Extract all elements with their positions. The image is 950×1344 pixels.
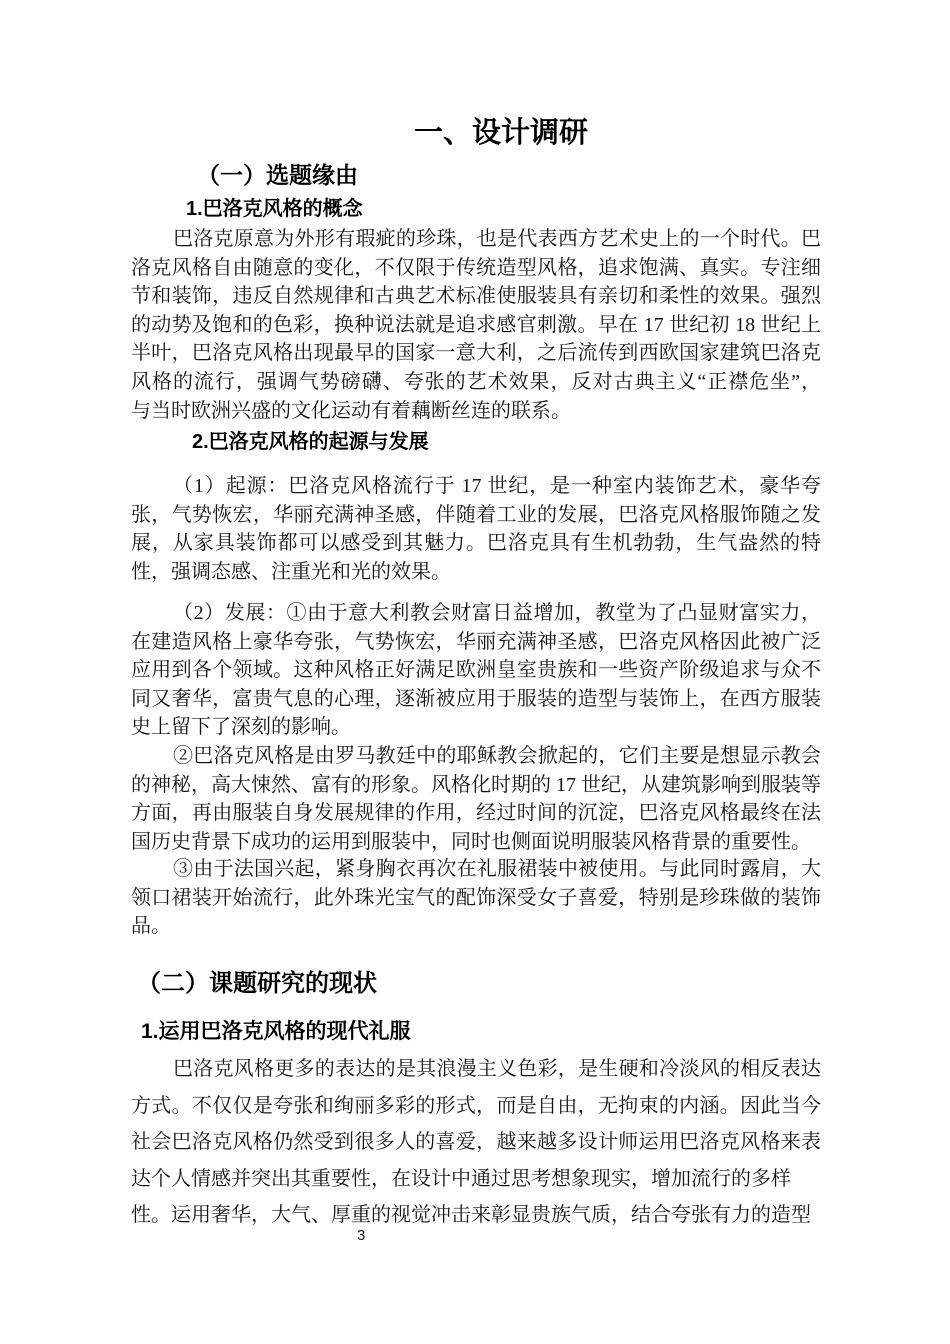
text-line: 半叶，巴洛克风格出现最早的国家一意大利，之后流传到西欧国家建筑巴洛克 (131, 342, 821, 365)
text-line: ②巴洛克风格是由罗马教廷中的耶稣教会掀起的，它们主要是想显示教会 (173, 745, 821, 767)
main-title: 一、设计调研 (413, 117, 588, 149)
text-line: 性。运用奢华，大气、厚重的视觉冲击来彰显贵族气质，结合夸张有力的造型 (131, 1204, 811, 1227)
text-line: 张，气势恢宏，华丽充满神圣感，伴随着工业的发展，巴洛克风格服饰随之发 (131, 503, 821, 526)
section1-heading: （一）选题缘由 (197, 162, 358, 188)
text-line: 领口裙装开始流行，此外珠光宝气的配饰深受女子喜爱，特别是珍珠做的装饰 (131, 886, 821, 909)
text-line: 达个人情感并突出其重要性，在设计中通过思考想象现实，增加流行的多样 (131, 1167, 791, 1190)
text-line: 洛克风格自由随意的变化，不仅限于传统造型风格，追求饱满、真实。专注细 (131, 256, 821, 279)
text-line: ③由于法国兴起，紧身胸衣再次在礼服裙装中被使用。与此同时露肩，大 (173, 858, 821, 880)
text-line: 方面，再由服装自身发展规律的作用，经过时间的沉淀，巴洛克风格最终在法 (131, 802, 821, 825)
section2-sub1-heading: 1.运用巴洛克风格的现代礼服 (141, 1020, 411, 1043)
text-line: 方式。不仅仅是夸张和绚丽多彩的形式，而是自由，无拘束的内涵。因此当今 (131, 1094, 821, 1117)
section1-sub2-heading: 2.巴洛克风格的起源与发展 (192, 431, 429, 453)
development3-paragraph (131, 855, 821, 941)
section1-sub1-heading: 1.巴洛克风格的概念 (186, 198, 363, 220)
modern-dress-paragraph (131, 1051, 821, 1234)
origin-paragraph (131, 472, 821, 586)
concept-paragraph (131, 225, 821, 425)
development-paragraph (131, 599, 821, 742)
text-line: 展，从家具装饰都可以感受到其魅力。巴洛克具有生机勃勃，生气盎然的特 (131, 532, 821, 555)
text-line: 同又奢华，富贵气息的心理，逐渐被应用于服装的造型与装饰上，在西方服装 (131, 687, 821, 710)
text-line: 节和装饰，违反自然规律和古典艺术标准使服装具有亲切和柔性的效果。强烈 (131, 285, 821, 308)
text-line: 性，强调态感、注重光和光的效果。 (131, 560, 451, 583)
section2-heading: （二）课题研究的现状 (137, 970, 377, 997)
text-line: （1）起源：巴洛克风格流行于 17 世纪，是一种室内装饰艺术，豪华夸 (173, 475, 821, 497)
text-line: 国历史背景下成功的运用到服装中，同时也侧面说明服装风格背景的重要性。 (131, 830, 811, 853)
text-line: 社会巴洛克风格仍然受到很多人的喜爱，越来越多设计师运用巴洛克风格来表 (131, 1131, 821, 1154)
text-line: 的动势及饱和的色彩，换种说法就是追求感官刺激。早在 17 世纪初 18 世纪上 (131, 313, 821, 336)
text-line: 巴洛克原意为外形有瑕疵的珍珠，也是代表西方艺术史上的一个时代。巴 (173, 228, 821, 250)
text-line: 应用到各个领域。这种风格正好满足欧洲皇室贵族和一些资产阶级追求与众不 (131, 659, 821, 682)
page-number: 3 (357, 1227, 366, 1244)
text-line: 在建造风格上豪华夸张，气势恢宏，华丽充满神圣感，巴洛克风格因此被广泛 (131, 630, 821, 653)
text-line: 的神秘，高大悚然、富有的形象。风格化时期的 17 世纪，从建筑影响到服装等 (131, 773, 821, 796)
development2-paragraph (131, 742, 821, 856)
text-line: 品。 (131, 915, 171, 938)
text-line: 史上留下了深刻的影响。 (131, 716, 351, 739)
text-line: 与当时欧洲兴盛的文化运动有着藕断丝连的联系。 (131, 399, 571, 422)
text-line: （2）发展：①由于意大利教会财富日益增加，教堂为了凸显财富实力， (173, 602, 821, 624)
text-line: 巴洛克风格更多的表达的是其浪漫主义色彩，是生硬和冷淡风的相反表达 (173, 1058, 821, 1080)
text-line: 风格的流行，强调气势磅礴、夸张的艺术效果，反对古典主义“正襟危坐”， (131, 370, 821, 393)
